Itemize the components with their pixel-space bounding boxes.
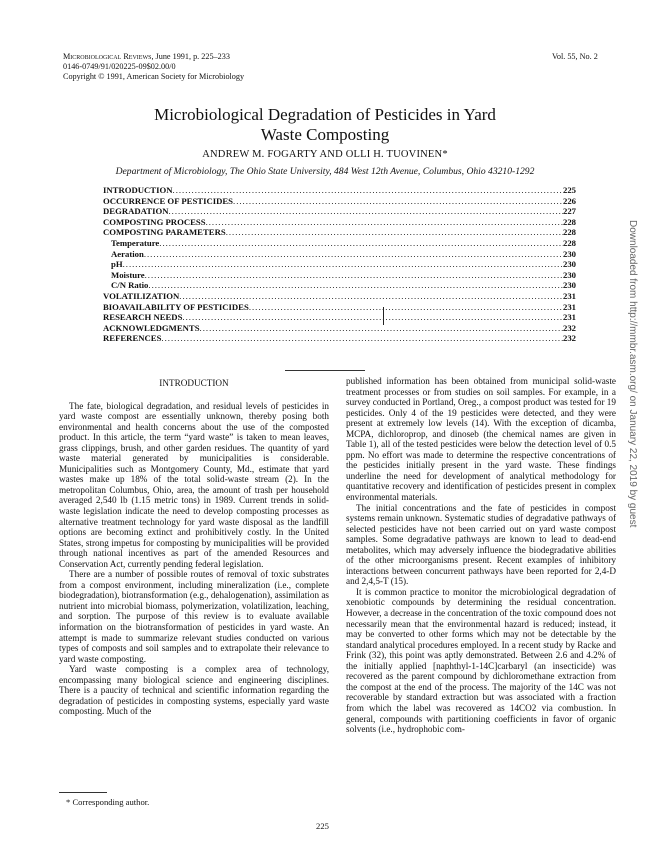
download-watermark[interactable]: Downloaded from http://mmbr.asm.org/ on January 22, 2019 by guest: [627, 220, 638, 528]
toc-entry[interactable]: [103, 217, 576, 228]
toc-entry-page: 230: [562, 280, 576, 291]
toc-entry-label: OCCURRENCE OF PESTICIDES: [103, 195, 234, 206]
toc-entry-page: 232: [562, 333, 576, 344]
article-title: [60, 105, 590, 145]
toc-entry[interactable]: [103, 280, 576, 291]
journal-header: [63, 52, 244, 82]
toc-entry-label: INTRODUCTION: [103, 185, 173, 195]
toc-leader-dots: [159, 238, 563, 249]
toc-entry[interactable]: [103, 291, 576, 302]
toc-leader-dots: [200, 323, 563, 334]
toc-entry-label: COMPOSTING PARAMETERS: [103, 227, 226, 238]
toc-leader-dots: [233, 196, 563, 207]
toc-entry-label: REFERENCES: [103, 333, 162, 344]
toc-entry[interactable]: [103, 302, 576, 313]
toc-entry[interactable]: [103, 312, 576, 323]
toc-entry-label: BIOAVAILABILITY OF PESTICIDES: [103, 301, 249, 312]
toc-leader-dots: [145, 270, 563, 281]
toc-entry-page: 228: [562, 237, 576, 248]
toc-entry-page: 226: [562, 195, 576, 206]
toc-entry[interactable]: [103, 323, 576, 334]
toc-leader-dots: [226, 227, 563, 238]
toc-leader-dots: [161, 333, 563, 344]
toc-entry-label: DEGRADATION: [103, 206, 169, 217]
paragraph: Yard waste composting is a complex area of technology, encompassing many biological science and engineering disciplines. There is a paucity of technical and scientific information regarding the degradation of pesticides in composting systems, especially yard waste composting. Much of the: [59, 664, 329, 717]
footnote-divider: [59, 792, 107, 793]
toc-leader-dots: [123, 259, 563, 270]
toc-entry-page: 230: [562, 269, 576, 280]
paragraph: published information has been obtained from municipal solid-waste treatment processes or from studies on soil samples. For example, in a survey conducted in Portland, Oreg., a compost product was tested for 19 pesticides. Only 4 of the 19 pesticides were detected, and they were present at extremely low levels (14). With the exception of dicamba, MCPA, dichloroprop, and dinoseb (the chemical names are given in Table 1), all of the tested pesticides were below the detection level of 0.5 ppm. No effort was made to determine the respective concentrations of the pesticides initially present in the yard waste. These findings underline the need for development of analytical methodology for quantitative recovery and identification of pesticides present in complex environmental materials.: [346, 376, 616, 503]
toc-entry[interactable]: [103, 259, 576, 270]
paragraph: There are a number of possible routes of removal of toxic substrates from a compost environment, including mineralization (i.e., complete biodegradation), biotransformation (e.g., dehalogenation), assimilation as nutrient into microbial biomass, polymerization, volatilization, leaching, and sorption. The purpose of this review is to evaluate available information on the biotransformation of pesticides in yard waste. An attempt is made to summarize relevant studies conducted on various types of composts and soil samples and to extrapolate their relevance to yard waste composting.: [59, 569, 329, 664]
page-number: 225: [316, 821, 329, 831]
footnote: * Corresponding author.: [66, 797, 150, 807]
toc-entry[interactable]: [103, 185, 576, 196]
toc-leader-dots: [144, 249, 563, 260]
toc-entry[interactable]: [103, 333, 576, 344]
table-of-contents: [103, 185, 576, 344]
toc-leader-dots: [182, 312, 563, 323]
toc-entry-page: 228: [562, 216, 576, 227]
toc-entry-page: 225: [562, 185, 576, 195]
toc-entry-page: 228: [562, 227, 576, 238]
toc-entry-label: ACKNOWLEDGMENTS: [103, 322, 200, 333]
toc-leader-dots: [173, 185, 563, 196]
right-column: [346, 376, 616, 735]
toc-entry-label: RESEARCH NEEDS: [103, 312, 183, 323]
paragraph: The initial concentrations and the fate of pesticides in compost systems remain unknown. Systematic studies of degradative pathways of selected pesticides have not been carried out on yard waste compost samples. Some degradative pathways are known to lead to dead-end metabolites, which may adversely influence the biodegradative abilities of the other microorganisms present. Recent examples of inhibitory interactions between concurrent pathways have been reported for 2,4-D and 2,4,5-T (15).: [346, 502, 616, 587]
toc-entry-label: Moisture: [111, 269, 145, 280]
toc-entry[interactable]: [103, 270, 576, 281]
authors: ANDREW M. FOGARTY AND OLLI H. TUOVINEN*: [202, 149, 448, 160]
toc-entry-label: COMPOSTING PROCESS: [103, 216, 206, 227]
toc-entry-page: 230: [562, 259, 576, 270]
journal-date-pages: , June 1991, p. 225–233: [151, 52, 230, 61]
title-line-1: Microbiological Degradation of Pesticides in Yard: [154, 105, 496, 124]
toc-leader-dots: [179, 291, 563, 302]
toc-entry-label: pH: [111, 259, 123, 270]
title-line-2: Waste Composting: [260, 125, 390, 144]
paragraph: The fate, biological degradation, and residual levels of pesticides in yard waste compost are essentially unknown, thereby posing both environmental and health concerns about the use of the composted product. In this article, the term “yard waste” is taken to mean leaves, grass clippings, brush, and other garden residues. The quantity of yard waste material generated by municipalities is considerable. Municipalities such as Montgomery County, Md., estimate that yard wastes make up 18% of the total solid-waste stream (2). In the metropolitan Columbus, Ohio, area, the amount of trash per household averaged 2,540 lb (1.15 metric tons) in 1989. Current trends in solid-waste legislation indicate the need to develop composting processes as alternative treatment technology for yard waste disposal as the landfill options are becoming extinct and prohibitively costly. In the United States, strong impetus for composting by municipalities will be provided through national incentives as part of the amended Resources and Conservation Act, currently pending federal legislation.: [59, 400, 329, 569]
toc-entry[interactable]: [103, 196, 576, 207]
toc-leader-dots: [168, 206, 562, 217]
journal-name: Microbiological Reviews: [63, 52, 152, 61]
left-column: [59, 378, 329, 717]
toc-entry-label: VOLATILIZATION: [103, 290, 180, 301]
toc-entry[interactable]: [103, 227, 576, 238]
toc-entry-page: 231: [562, 301, 576, 312]
toc-entry[interactable]: [103, 206, 576, 217]
toc-entry-page: 232: [562, 322, 576, 333]
toc-entry-label: Temperature: [111, 237, 160, 248]
copyright-line: Copyright © 1991, American Society for Microbiology: [63, 72, 245, 81]
toc-entry-page: 227: [562, 206, 576, 217]
toc-entry-page: 231: [562, 290, 576, 301]
toc-leader-dots: [148, 280, 563, 291]
toc-entry[interactable]: [103, 238, 576, 249]
paragraph: It is common practice to monitor the microbiological degradation of xenobiotic compounds by determining the residual concentration. However, a decrease in the concentration of the toxic compound does not necessarily mean that the environmental hazard is reduced; instead, it may be converted to other forms which may not be detectable by the standard analytical procedures employed. In a recent study by Racke and Frink (32), this point was aptly demonstrated. Between 2.6 and 4.2% of the initially applied [naphthyl-1-14C]carbaryl (an insecticide) was recovered as the parent compound by dichloromethane extraction from the compost at the end of the process. The majority of the 14C was not recoverable by standard extraction but was associated with a fraction from which the label was recovered as 14CO2 via combustion. In general, compounds with partitioning coefficients in favor of organic solvents (i.e., hydrophobic com-: [346, 586, 616, 735]
text-cursor: [383, 307, 384, 325]
toc-entry-page: 230: [562, 248, 576, 259]
toc-leader-dots: [249, 302, 563, 313]
article-code: 0146-0749/91/020225-09$02.00/0: [63, 62, 176, 71]
section-heading-introduction: INTRODUCTION: [159, 378, 229, 388]
toc-leader-dots: [206, 217, 563, 228]
volume-label: Vol. 55, No. 2: [552, 52, 598, 61]
affiliation: Department of Microbiology, The Ohio State University, 484 West 12th Avenue, Columbus, Ohio 43210-1292: [115, 166, 535, 177]
toc-entry-label: Aeration: [111, 248, 144, 259]
toc-entry-page: 231: [562, 312, 576, 323]
toc-entry-label: C/N Ratio: [111, 280, 149, 291]
toc-divider: [285, 370, 365, 371]
toc-entry[interactable]: [103, 249, 576, 260]
